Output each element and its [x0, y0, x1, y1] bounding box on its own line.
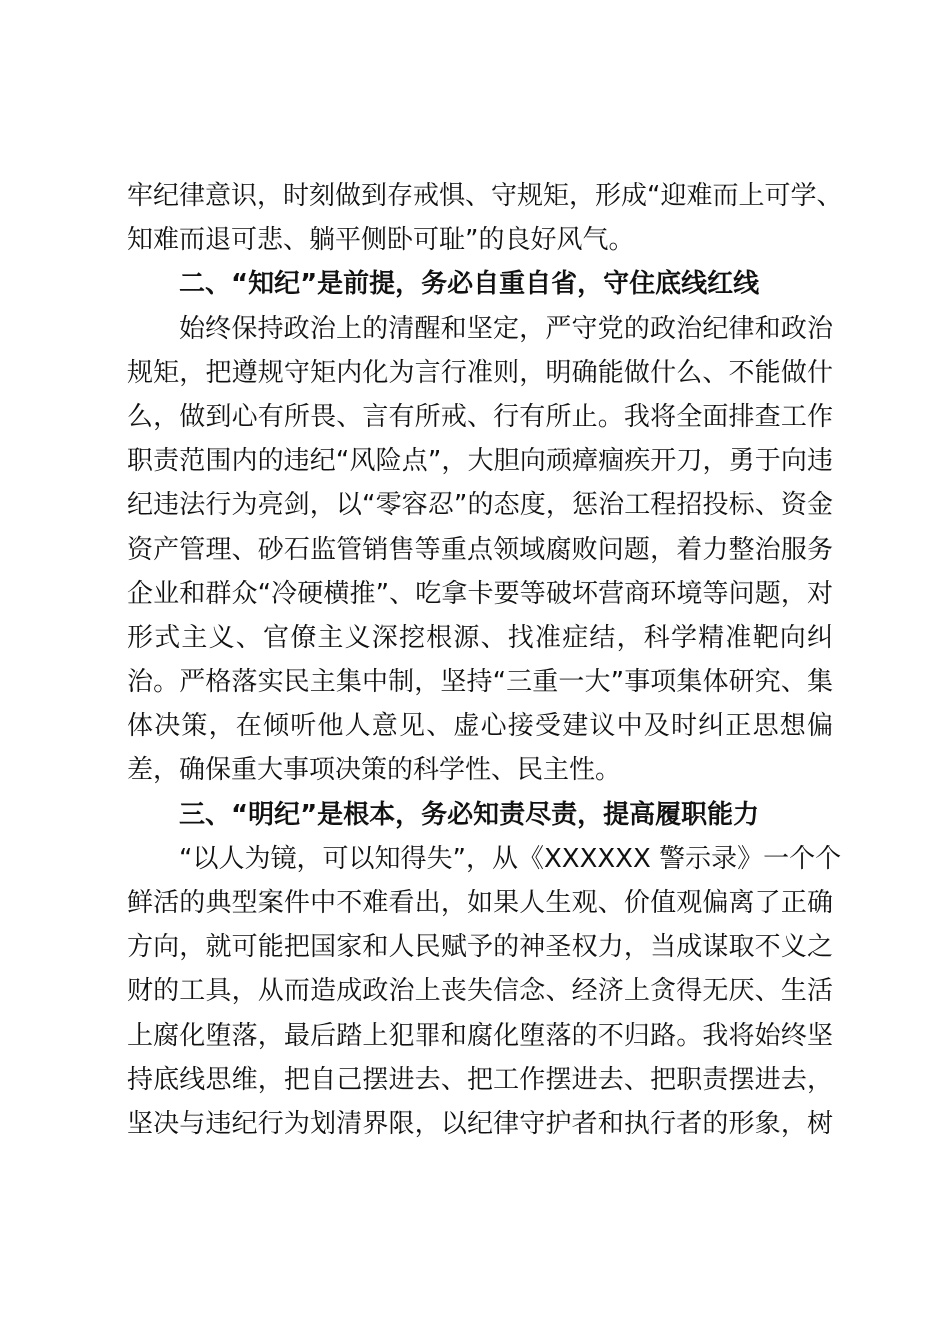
paragraph-line: 鲜活的典型案件中不难看出，如果人生观、价值观偏离了正确	[127, 888, 833, 918]
paragraph-line: 企业和群众“冷硬横推”、吃拿卡要等破坏营商环境等问题，对	[127, 578, 833, 609]
paragraph-line: 始终保持政治上的清醒和坚定，严守党的政治纪律和政治	[179, 313, 833, 344]
paragraph-line: 治。严格落实民主集中制，坚持“三重一大”事项集体研究、集	[127, 667, 833, 698]
paragraph-line: 规矩，把遵规守矩内化为言行准则，明确能做什么、不能做什	[127, 357, 833, 388]
paragraph-line: 牢纪律意识，时刻做到存戒惧、守规矩，形成“迎难而上可学、	[127, 181, 843, 211]
paragraph-line: 么，做到心有所畏、言有所戒、行有所止。我将全面排查工作	[127, 401, 833, 432]
paragraph-line: 体决策，在倾听他人意见、虚心接受建议中及时纠正思想偏	[127, 711, 833, 742]
section-heading-2: 二、“知纪”是前提，务必自重自省，守住底线红线	[179, 269, 760, 300]
paragraph-line: 形式主义、官僚主义深挖根源、找准症结，科学精准靶向纠	[127, 622, 833, 653]
document-body	[127, 174, 843, 1146]
section-heading-3: 三、“明纪”是根本，务必知责尽责，提高履职能力	[179, 799, 760, 830]
paragraph-line: 持底线思维，把自己摆进去、把工作摆进去、把职责摆进去，	[127, 1064, 833, 1095]
paragraph-line: “以人为镜，可以知得失”，从《XXXXXX 警示录》一个个	[179, 843, 842, 874]
paragraph-line: 坚决与违纪行为划清界限，以纪律守护者和执行者的形象，树	[127, 1108, 833, 1139]
paragraph-line: 上腐化堕落，最后踏上犯罪和腐化堕落的不归路。我将始终坚	[127, 1020, 833, 1051]
paragraph-line: 财的工具，从而造成政治上丧失信念、经济上贪得无厌、生活	[127, 976, 833, 1007]
paragraph-line: 知难而退可悲、躺平侧卧可耻”的良好风气。	[127, 225, 635, 256]
paragraph-line: 职责范围内的违纪“风险点”，大胆向顽瘴痼疾开刀，勇于向违	[127, 446, 833, 477]
paragraph-line: 资产管理、砂石监管销售等重点领域腐败问题，着力整治服务	[127, 534, 833, 565]
paragraph-line: 差，确保重大事项决策的科学性、民主性。	[127, 755, 622, 786]
paragraph-line: 方向，就可能把国家和人民赋予的神圣权力，当成谋取不义之	[127, 932, 833, 963]
paragraph-line: 纪违法行为亮剑，以“零容忍”的态度，惩治工程招投标、资金	[127, 490, 833, 521]
